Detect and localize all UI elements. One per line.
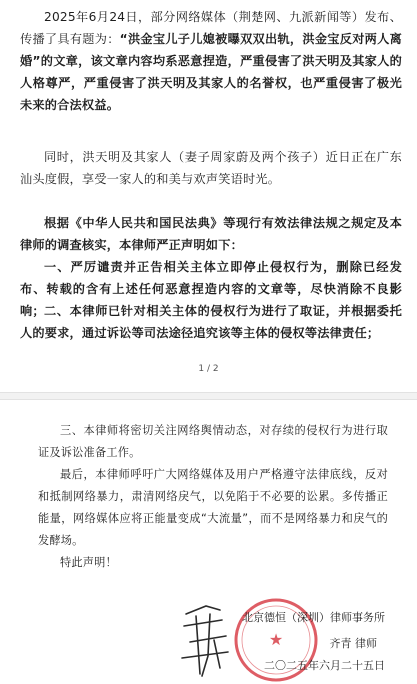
statement-date: 二〇二五年六月二十五日 [264, 659, 385, 672]
page-divider [0, 392, 417, 400]
lawyer-name: 齐青 律师 [329, 637, 377, 650]
paragraph-appeal: 最后，本律师呼吁广大网络媒体及用户严格遵守法律底线，反对和抵制网络暴力，肃清网络戾气，以免陷于不必要的讼累。多传播正能量，网络媒体应将正能量变成“大流量”，而不是网络暴力和戾气的发酵场。 [38, 468, 388, 547]
page-number: 1 / 2 [198, 364, 219, 374]
paragraph-intro: 2025年6月24日，部分网络媒体（荆楚网、九派新闻等）发布、传播了具有题为：“洪金宝儿子儿媳被曝双双出轨，洪金宝反对两人离婚”的文章，该文章内容均系恶意捏造，严重侵害了洪天明及其家人的人格尊严，严重侵害了洪天明及其家人的名誉权，也严重侵害了极光未来的合法权益。 [20, 10, 402, 112]
paragraph-item-three: 三、本律师将密切关注网络舆情动态，对存续的侵权行为进行取证及诉讼准备工作。 [38, 424, 388, 459]
law-firm-name: 北京德恒（深圳）律师事务所 [242, 611, 385, 624]
paragraph-legal-basis: 根据《中华人民共和国民法典》等现行有效法律法规之规定及本律师的调查核实，本律师严正声明如下： [20, 216, 402, 252]
paragraph-closing: 特此声明！ [60, 556, 117, 569]
paragraph-item-two: 二、本律师已针对相关主体的侵权行为进行了取证，并根据委托人的要求，通过诉讼等司法途径追究该等主体的侵权等法律责任； [20, 304, 402, 340]
paragraph-item-one: 一、严厉谴责并正告相关主体立即停止侵权行为，删除已经发布、转载的含有上述任何恶意捏造内容的文章等，尽快消除不良影响； [20, 260, 402, 318]
handwritten-signature [176, 596, 236, 682]
svg-text:★: ★ [268, 630, 284, 649]
paragraph-family: 同时，洪天明及其家人（妻子周家蔚及两个孩子）近日正在广东汕头度假，享受一家人的和美与欢声笑语时光。 [20, 150, 402, 186]
